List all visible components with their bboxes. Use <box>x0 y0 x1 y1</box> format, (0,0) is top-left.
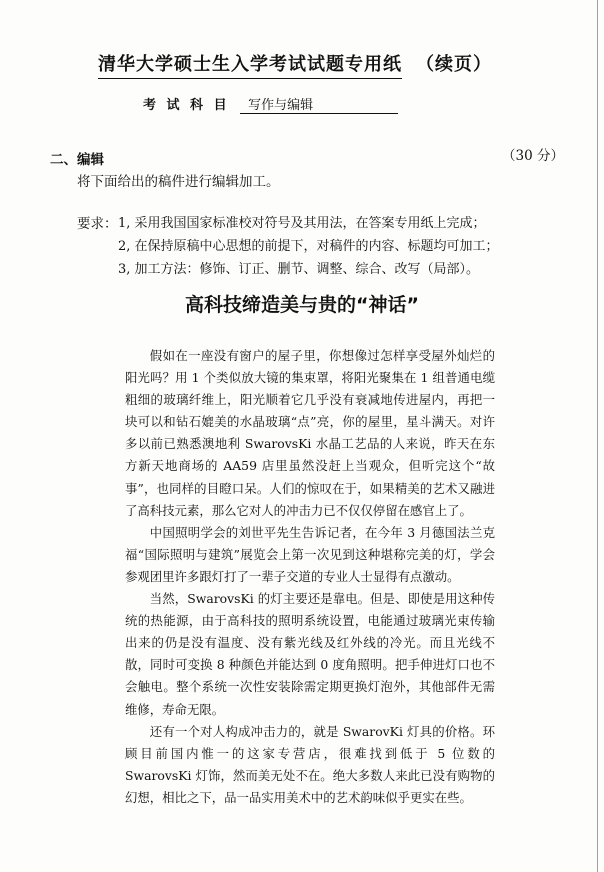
requirement-item: 1, 采用我国国家标准校对符号及其用法，在答案专用纸上完成； <box>118 216 486 231</box>
exam-header <box>98 50 492 79</box>
article-paragraph: 当然，SwarovsKi 的灯主要还是靠电。但是、即使是用这种传统的热能源，由于高科技的照明系统设置，电能通过玻璃光束传输出来的仍是没有温度、没有紫光线及红外线的冷光。而且光线不散，同时可变换 8 种颜色并能达到 0 度角照明。把手伸进灯口也不会触电。整个系统一次性安装除需定期更换灯泡外，其他部件无需维修，寿命无限。 <box>125 591 495 717</box>
article-paragraph: 还有一个对人构成冲击力的，就是 SwarovKi 灯具的价格。环顾目前国内惟一的这家专营店，很难找到低于 5 位数的 SwarovsKi 灯饰，然而美无处不在。绝大多数人来此已没有购物的幻想，相比之下，品一品实用美术中的艺术韵味似乎更实在些。 <box>125 723 495 805</box>
section-instruction: 将下面给出的稿件进行编辑加工。 <box>77 174 280 190</box>
requirements-label: 要求： <box>77 216 118 232</box>
section-score: （30 分） <box>502 148 564 164</box>
subject-value: 写作与编辑 <box>240 94 398 114</box>
article-paragraph: 假如在一座没有窗户的屋子里，你想像过怎样享受屋外灿烂的阳光吗？用 1 个类似放大镜的集束罩，将阳光聚集在 1 组普通电缆粗细的玻璃纤维上，阳光顺着它几乎没有衰减地传进屋内，再把一块可以和钻石媲美的水晶玻璃“点”亮，你的屋里，星斗满天。对许多以前已熟悉澳地利 SwarovsKi 水晶工艺品的人来说，昨天在东方新天地商场的 AA59 店里虽然没赶上当观众，但听完这个“故事”，也同样的目瞪口呆。人们的惊叹在于，如果精美的艺术又融进了高科技元素，那么它对人的冲击力已不仅仅停留在感官上了。 <box>125 348 495 518</box>
section-heading: 二、编辑 <box>50 152 104 168</box>
article-paragraph: 中国照明学会的刘世平先生告诉记者，在今年 3 月德国法兰克福“国际照明与建筑”展览会上第一次见到这种堪称完美的灯，学会参观团里许多跟灯打了一辈子交道的专业人士显得有点激动。 <box>125 524 495 584</box>
requirement-item: 3, 加工方法：修饰、订正、删节、调整、综合、改写（局部）。 <box>118 262 480 277</box>
article-body <box>125 345 495 809</box>
header-title: 清华大学硕士生入学考试试题专用纸 <box>98 50 402 79</box>
page-edge-line <box>597 0 598 872</box>
header-suffix: （续页） <box>416 54 492 75</box>
requirement-item: 2, 在保持原稿中心思想的前提下，对稿件的内容、标题均可加工； <box>118 239 499 254</box>
article-title: 高科技缔造美与贵的“神话” <box>185 294 419 316</box>
subject-label: 考 试 科 目 <box>143 98 230 113</box>
exam-subject <box>143 94 398 114</box>
